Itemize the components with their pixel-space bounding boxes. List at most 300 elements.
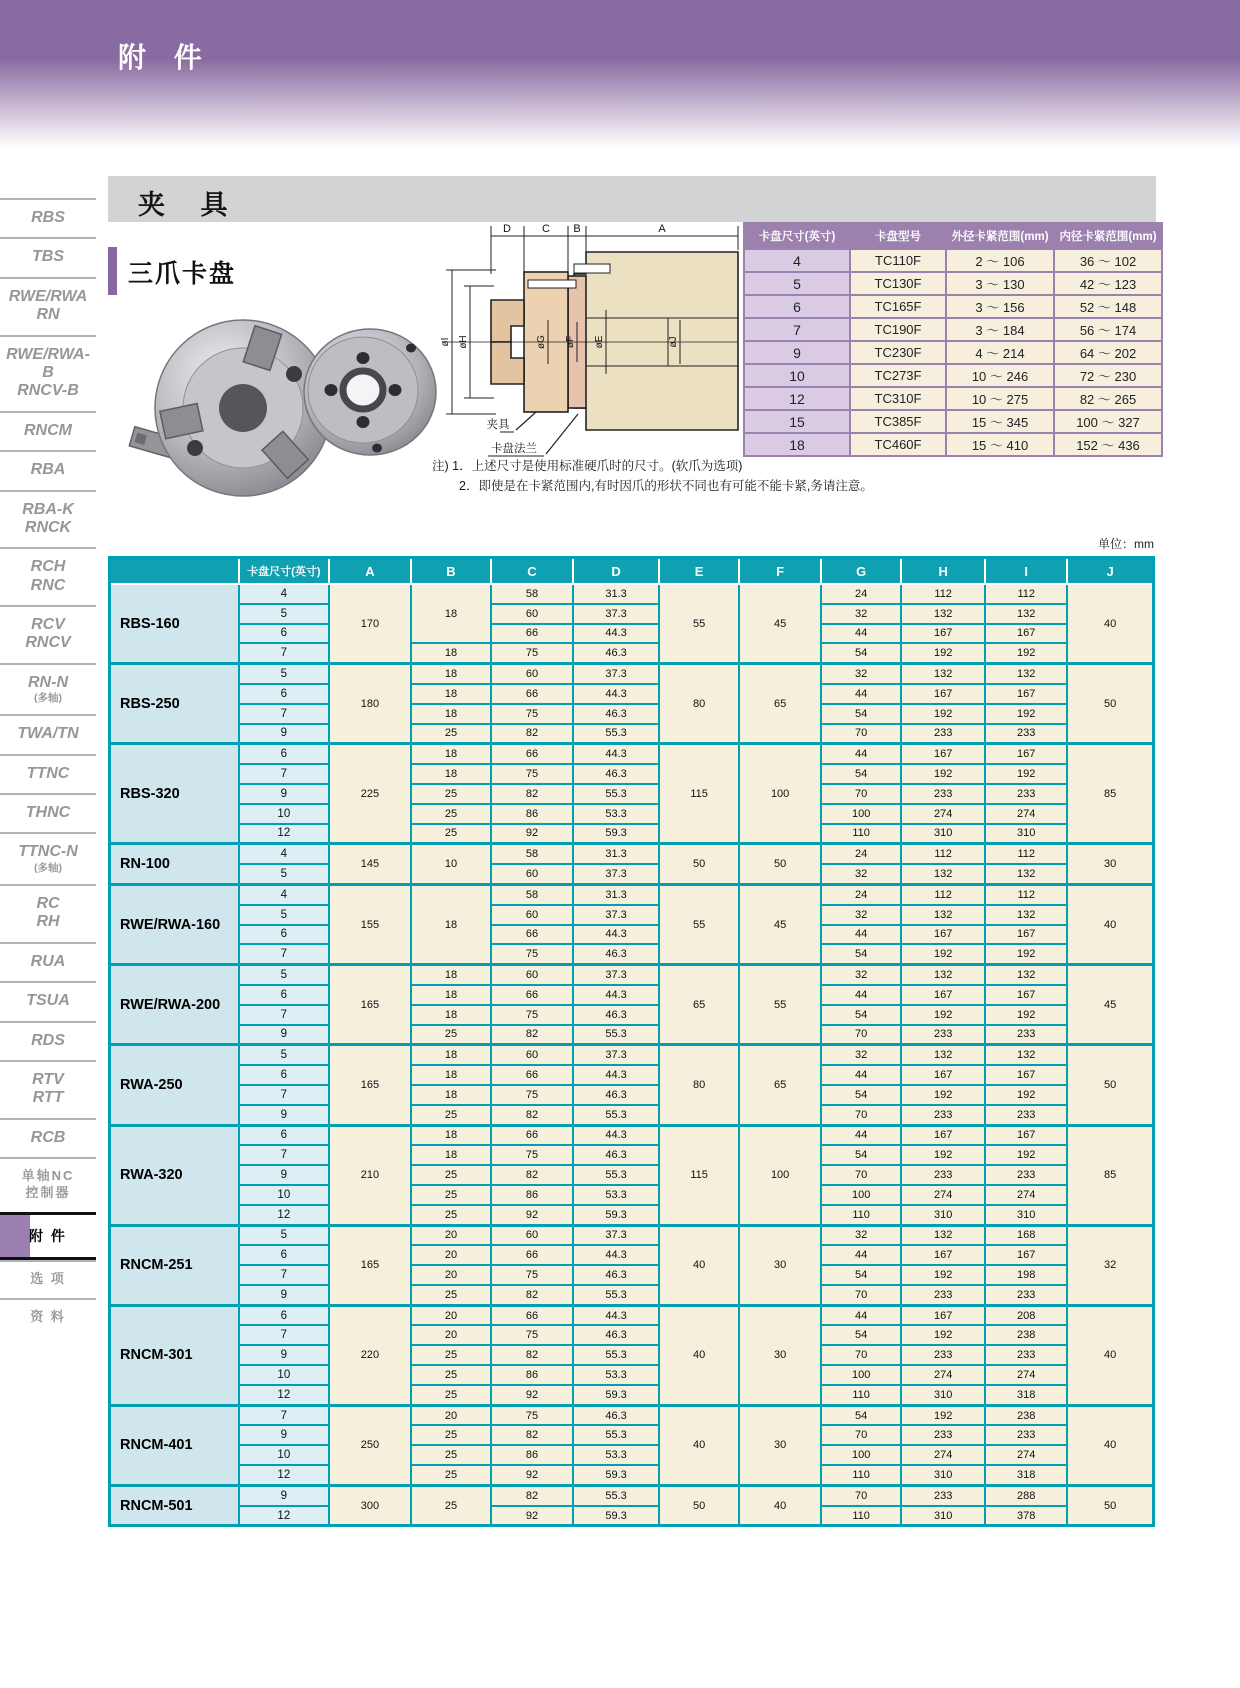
cell-D: 46.3 [573, 764, 659, 784]
cell-I: 318 [985, 1385, 1067, 1405]
cell-A: 170 [329, 584, 411, 664]
cell-B: 18 [411, 1005, 491, 1025]
cell-A: 155 [329, 884, 411, 964]
dim-col-header-G: G [821, 558, 901, 585]
cell-D: 55.3 [573, 1425, 659, 1445]
cell-G: 44 [821, 1245, 901, 1265]
cell-D: 46.3 [573, 1005, 659, 1025]
spec-row: 12 TC310F 10 ～ 275 82 ～ 265 [744, 387, 1162, 410]
cell-D: 46.3 [573, 1405, 659, 1425]
table-row [110, 1065, 1154, 1085]
cell-D: 37.3 [573, 1225, 659, 1245]
sidebar-item-rcb: RCB [0, 1118, 96, 1157]
cell-I: 192 [985, 1145, 1067, 1165]
cell-A: 220 [329, 1305, 411, 1405]
cell-G: 44 [821, 624, 901, 644]
cell-G: 54 [821, 1005, 901, 1025]
cell-E: 55 [659, 884, 739, 964]
cell-H: 233 [901, 1485, 985, 1505]
cell-H: 132 [901, 905, 985, 925]
cell-C: 66 [491, 744, 573, 764]
chuck-size: 4 [239, 584, 329, 604]
chuck-size: 12 [239, 1205, 329, 1225]
page-header-band [0, 0, 1240, 148]
cell-B: 25 [411, 1285, 491, 1305]
cell-D: 37.3 [573, 604, 659, 624]
cell-F: 30 [739, 1305, 821, 1405]
cell-H: 132 [901, 604, 985, 624]
cell-I: 167 [985, 1065, 1067, 1085]
cell-B: 18 [411, 664, 491, 684]
cell-B: 25 [411, 784, 491, 804]
sidebar-item-thnc: THNC [0, 793, 96, 832]
cell-C: 82 [491, 1025, 573, 1045]
table-row [110, 764, 1154, 784]
table-row [110, 1205, 1154, 1225]
cell-H: 274 [901, 1185, 985, 1205]
table-row [110, 1425, 1154, 1445]
cell-C: 75 [491, 1005, 573, 1025]
cell-B: 18 [411, 744, 491, 764]
table-row [110, 1465, 1154, 1485]
table-row [110, 724, 1154, 744]
table-row [110, 1485, 1154, 1505]
svg-text:A: A [658, 223, 666, 235]
chuck-size: 6 [239, 1245, 329, 1265]
sidebar-item-options: 选 项 [0, 1260, 96, 1298]
cell-I: 167 [985, 624, 1067, 644]
cell-C: 66 [491, 985, 573, 1005]
chuck-size: 5 [239, 604, 329, 624]
cell-D: 37.3 [573, 1045, 659, 1065]
cell-J: 50 [1067, 1485, 1153, 1526]
chuck-size: 9 [239, 784, 329, 804]
cell-C: 66 [491, 925, 573, 945]
cell-G: 54 [821, 944, 901, 964]
cell-G: 44 [821, 985, 901, 1005]
cell-A: 145 [329, 844, 411, 885]
chuck-size: 9 [239, 1105, 329, 1125]
chuck-size: 10 [239, 1445, 329, 1465]
cell-H: 233 [901, 1165, 985, 1185]
cell-D: 59.3 [573, 1205, 659, 1225]
cell-D: 31.3 [573, 884, 659, 904]
table-row [110, 704, 1154, 724]
cell-H: 132 [901, 864, 985, 884]
cell-J: 40 [1067, 1405, 1153, 1485]
cell-I: 192 [985, 704, 1067, 724]
table-row [110, 1506, 1154, 1526]
cell-D: 37.3 [573, 664, 659, 684]
cell-B: 18 [411, 1125, 491, 1145]
cell-A: 165 [329, 1225, 411, 1305]
cell-D: 46.3 [573, 704, 659, 724]
cell-H: 192 [901, 1145, 985, 1165]
chuck-spec-table-body [744, 249, 1162, 456]
cell-F: 45 [739, 584, 821, 664]
chuck-size: 9 [239, 1165, 329, 1185]
cell-E: 40 [659, 1405, 739, 1485]
spec-row: 4 TC110F 2 ～ 106 36 ～ 102 [744, 249, 1162, 272]
table-row [110, 643, 1154, 663]
model-name: RWA-320 [110, 1125, 239, 1225]
cell-G: 70 [821, 1485, 901, 1505]
cell-H: 167 [901, 985, 985, 1005]
chuck-size: 6 [239, 744, 329, 764]
dim-col-header-J: J [1067, 558, 1153, 585]
svg-text:øF: øF [565, 335, 576, 349]
cell-G: 32 [821, 905, 901, 925]
cell-C: 75 [491, 1145, 573, 1165]
table-row [110, 1305, 1154, 1325]
model-name: RWA-250 [110, 1045, 239, 1125]
cell-H: 167 [901, 1065, 985, 1085]
cell-I: 132 [985, 1045, 1067, 1065]
cell-I: 132 [985, 905, 1067, 925]
chuck-size: 6 [239, 684, 329, 704]
cell-G: 44 [821, 925, 901, 945]
cell-G: 32 [821, 1045, 901, 1065]
cell-D: 59.3 [573, 1465, 659, 1485]
cell-I: 233 [985, 724, 1067, 744]
table-row [110, 925, 1154, 945]
cell-H: 233 [901, 1425, 985, 1445]
cell-H: 132 [901, 965, 985, 985]
cell-G: 32 [821, 604, 901, 624]
cell-B: 20 [411, 1265, 491, 1285]
spec-col-header: 外径卡紧范围(mm) [946, 223, 1054, 249]
cell-C: 60 [491, 1045, 573, 1065]
dimension-table-head [110, 558, 1154, 585]
cell-C: 82 [491, 1165, 573, 1185]
cell-B: 25 [411, 1025, 491, 1045]
cell-G: 70 [821, 1025, 901, 1045]
table-row [110, 744, 1154, 764]
svg-text:øG: øG [536, 335, 547, 349]
chuck-size: 12 [239, 1465, 329, 1485]
svg-text:øH: øH [458, 335, 469, 349]
cell-C: 82 [491, 1345, 573, 1365]
sidebar-item-tsua: TSUA [0, 981, 96, 1020]
cell-H: 233 [901, 1105, 985, 1125]
cell-G: 100 [821, 1365, 901, 1385]
table-row [110, 965, 1154, 985]
sidebar-item-rbs: RBS [0, 198, 96, 237]
svg-text:C: C [542, 223, 550, 235]
chuck-dimension-diagram [436, 214, 746, 470]
cell-C: 58 [491, 584, 573, 604]
notes [432, 456, 873, 496]
table-row [110, 1265, 1154, 1285]
cell-G: 110 [821, 1205, 901, 1225]
sidebar-item-rba: RBA [0, 450, 96, 489]
cell-H: 112 [901, 584, 985, 604]
table-row [110, 784, 1154, 804]
table-row [110, 844, 1154, 864]
cell-C: 82 [491, 1285, 573, 1305]
cell-I: 233 [985, 784, 1067, 804]
spec-row: 5 TC130F 3 ～ 130 42 ～ 123 [744, 272, 1162, 295]
cell-D: 44.3 [573, 684, 659, 704]
cell-B: 25 [411, 1205, 491, 1225]
chuck-size: 10 [239, 1185, 329, 1205]
cell-A: 210 [329, 1125, 411, 1225]
cell-I: 132 [985, 664, 1067, 684]
cell-C: 75 [491, 704, 573, 724]
cell-I: 192 [985, 1085, 1067, 1105]
cell-D: 44.3 [573, 1245, 659, 1265]
cell-G: 100 [821, 1445, 901, 1465]
chuck-size: 7 [239, 704, 329, 724]
chuck-spec-table-head [744, 223, 1162, 249]
sidebar [0, 198, 96, 1336]
cell-C: 58 [491, 884, 573, 904]
cell-H: 192 [901, 704, 985, 724]
cell-C: 86 [491, 1365, 573, 1385]
cell-D: 31.3 [573, 844, 659, 864]
chuck-size: 5 [239, 965, 329, 985]
cell-G: 54 [821, 1145, 901, 1165]
cell-B: 25 [411, 724, 491, 744]
cell-G: 110 [821, 1385, 901, 1405]
chuck-size: 7 [239, 1405, 329, 1425]
sidebar-item-rwe-rwa-b-rncv-b: RWE/RWA-B RNCV-B [0, 335, 96, 411]
cell-B: 18 [411, 1145, 491, 1165]
cell-C: 58 [491, 844, 573, 864]
cell-G: 54 [821, 1085, 901, 1105]
cell-H: 310 [901, 824, 985, 844]
cell-B: 25 [411, 1465, 491, 1485]
cell-C: 66 [491, 1065, 573, 1085]
cell-I: 112 [985, 884, 1067, 904]
cell-F: 100 [739, 1125, 821, 1225]
table-row [110, 1445, 1154, 1465]
spec-col-header: 卡盘型号 [850, 223, 946, 249]
cell-B: 18 [411, 643, 491, 663]
cell-H: 192 [901, 944, 985, 964]
cell-I: 238 [985, 1325, 1067, 1345]
table-row [110, 1225, 1154, 1245]
chuck-size: 9 [239, 1025, 329, 1045]
cell-J: 85 [1067, 1125, 1153, 1225]
cell-C: 60 [491, 1225, 573, 1245]
cell-I: 167 [985, 684, 1067, 704]
table-row [110, 1105, 1154, 1125]
chuck-size: 5 [239, 905, 329, 925]
chuck-size: 7 [239, 1145, 329, 1165]
model-name: RWE/RWA-160 [110, 884, 239, 964]
cell-H: 167 [901, 1245, 985, 1265]
cell-C: 60 [491, 905, 573, 925]
cell-I: 274 [985, 1365, 1067, 1385]
chuck-size: 6 [239, 1065, 329, 1085]
cell-C: 92 [491, 1465, 573, 1485]
cell-I: 233 [985, 1345, 1067, 1365]
cell-D: 44.3 [573, 744, 659, 764]
cell-H: 274 [901, 1445, 985, 1465]
cell-I: 112 [985, 584, 1067, 604]
cell-C: 92 [491, 1385, 573, 1405]
chuck-size: 6 [239, 1305, 329, 1325]
cell-B: 25 [411, 824, 491, 844]
model-name: RNCM-251 [110, 1225, 239, 1305]
spec-row: 7 TC190F 3 ～ 184 56 ～ 174 [744, 318, 1162, 341]
model-name: RBS-160 [110, 584, 239, 664]
dim-col-header-C: C [491, 558, 573, 585]
table-row [110, 884, 1154, 904]
model-name: RNCM-301 [110, 1305, 239, 1405]
spec-row: 18 TC460F 15 ～ 410 152 ～ 436 [744, 433, 1162, 456]
cell-C: 92 [491, 824, 573, 844]
cell-H: 274 [901, 1365, 985, 1385]
cell-B: 25 [411, 1365, 491, 1385]
cell-H: 167 [901, 1125, 985, 1145]
table-row [110, 624, 1154, 644]
chuck-size: 7 [239, 1085, 329, 1105]
cell-I: 192 [985, 1005, 1067, 1025]
cell-D: 31.3 [573, 584, 659, 604]
cell-D: 55.3 [573, 1485, 659, 1505]
cell-I: 132 [985, 864, 1067, 884]
table-row [110, 664, 1154, 684]
chuck-size: 7 [239, 1325, 329, 1345]
cell-B: 25 [411, 1165, 491, 1185]
chuck-size: 9 [239, 724, 329, 744]
cell-C: 66 [491, 1125, 573, 1145]
cell-C: 86 [491, 1185, 573, 1205]
cell-G: 44 [821, 1305, 901, 1325]
cell-G: 70 [821, 1165, 901, 1185]
sidebar-item-rtv-rtt: RTV RTT [0, 1060, 96, 1118]
cell-B: 25 [411, 1185, 491, 1205]
cell-F: 65 [739, 1045, 821, 1125]
cell-D: 55.3 [573, 1165, 659, 1185]
cell-F: 50 [739, 844, 821, 885]
cell-G: 70 [821, 784, 901, 804]
cell-H: 192 [901, 1325, 985, 1345]
cell-G: 54 [821, 1405, 901, 1425]
cell-D: 46.3 [573, 1145, 659, 1165]
cell-H: 192 [901, 1265, 985, 1285]
table-row [110, 1245, 1154, 1265]
cell-D: 44.3 [573, 624, 659, 644]
cell-D: 53.3 [573, 1445, 659, 1465]
dimension-table-wrap [108, 556, 1155, 1527]
cell-J: 40 [1067, 1305, 1153, 1405]
cell-H: 192 [901, 1405, 985, 1425]
table-row [110, 985, 1154, 1005]
cell-H: 167 [901, 684, 985, 704]
table-row [110, 1365, 1154, 1385]
cell-H: 167 [901, 744, 985, 764]
spec-row: 6 TC165F 3 ～ 156 52 ～ 148 [744, 295, 1162, 318]
cell-C: 75 [491, 1265, 573, 1285]
model-name: RNCM-401 [110, 1405, 239, 1485]
cell-H: 112 [901, 884, 985, 904]
cell-C: 82 [491, 1485, 573, 1505]
cell-G: 70 [821, 724, 901, 744]
cell-H: 167 [901, 624, 985, 644]
table-row [110, 1045, 1154, 1065]
table-row [110, 1005, 1154, 1025]
cell-I: 208 [985, 1305, 1067, 1325]
dimension-table-body [110, 584, 1154, 1526]
spec-row: 9 TC230F 4 ～ 214 64 ～ 202 [744, 341, 1162, 364]
cell-G: 70 [821, 1345, 901, 1365]
chuck-size: 5 [239, 1225, 329, 1245]
cell-D: 46.3 [573, 944, 659, 964]
cell-C: 75 [491, 1325, 573, 1345]
sidebar-item-materials: 资 料 [0, 1298, 96, 1336]
cell-H: 112 [901, 844, 985, 864]
chuck-size: 5 [239, 664, 329, 684]
spec-col-header: 内径卡紧范围(mm) [1054, 223, 1162, 249]
cell-I: 238 [985, 1405, 1067, 1425]
cell-F: 100 [739, 744, 821, 844]
sidebar-item-twa-tn: TWA/TN [0, 714, 96, 753]
sidebar-item-rch-rnc: RCH RNC [0, 547, 96, 605]
size-col-header: 卡盘尺寸(英寸) [239, 558, 329, 585]
note-line-1: 注) 1．上述尺寸是使用标准硬爪时的尺寸。(软爪为选项) [432, 459, 743, 473]
cell-G: 54 [821, 1325, 901, 1345]
cell-D: 37.3 [573, 965, 659, 985]
chuck-size: 12 [239, 1385, 329, 1405]
cell-J: 40 [1067, 584, 1153, 664]
cell-H: 233 [901, 724, 985, 744]
sidebar-item-rua: RUA [0, 942, 96, 981]
cell-I: 167 [985, 985, 1067, 1005]
table-row [110, 905, 1154, 925]
cell-C: 86 [491, 804, 573, 824]
cell-G: 70 [821, 1285, 901, 1305]
cell-E: 65 [659, 965, 739, 1045]
cell-C: 66 [491, 624, 573, 644]
cell-A: 165 [329, 965, 411, 1045]
cell-B: 25 [411, 1445, 491, 1465]
cell-E: 40 [659, 1225, 739, 1305]
cell-J: 32 [1067, 1225, 1153, 1305]
cell-G: 24 [821, 884, 901, 904]
cell-B: 18 [411, 985, 491, 1005]
cell-H: 310 [901, 1465, 985, 1485]
cell-C: 60 [491, 664, 573, 684]
dim-col-header-E: E [659, 558, 739, 585]
cell-H: 310 [901, 1205, 985, 1225]
cell-I: 167 [985, 1245, 1067, 1265]
table-row [110, 1405, 1154, 1425]
chuck-size: 9 [239, 1345, 329, 1365]
sidebar-item-rcv-rncv: RCV RNCV [0, 605, 96, 663]
cell-D: 46.3 [573, 1085, 659, 1105]
cell-I: 378 [985, 1506, 1067, 1526]
cell-C: 60 [491, 965, 573, 985]
note-line-2: 2．即使是在卡紧范围内,有时因爪的形状不同也有可能不能卡紧,务请注意。 [459, 479, 873, 493]
table-row [110, 584, 1154, 604]
cell-B: 18 [411, 684, 491, 704]
table-row [110, 944, 1154, 964]
cell-D: 44.3 [573, 1305, 659, 1325]
chuck-size: 6 [239, 624, 329, 644]
cell-B: 18 [411, 884, 491, 964]
cell-B: 18 [411, 1065, 491, 1085]
chuck-size: 7 [239, 1005, 329, 1025]
cell-B: 25 [411, 1345, 491, 1365]
section-title: 夹 具 [138, 190, 242, 220]
cell-I: 167 [985, 744, 1067, 764]
cell-I: 168 [985, 1225, 1067, 1245]
sidebar-item-rncm: RNCM [0, 411, 96, 450]
cell-G: 100 [821, 804, 901, 824]
